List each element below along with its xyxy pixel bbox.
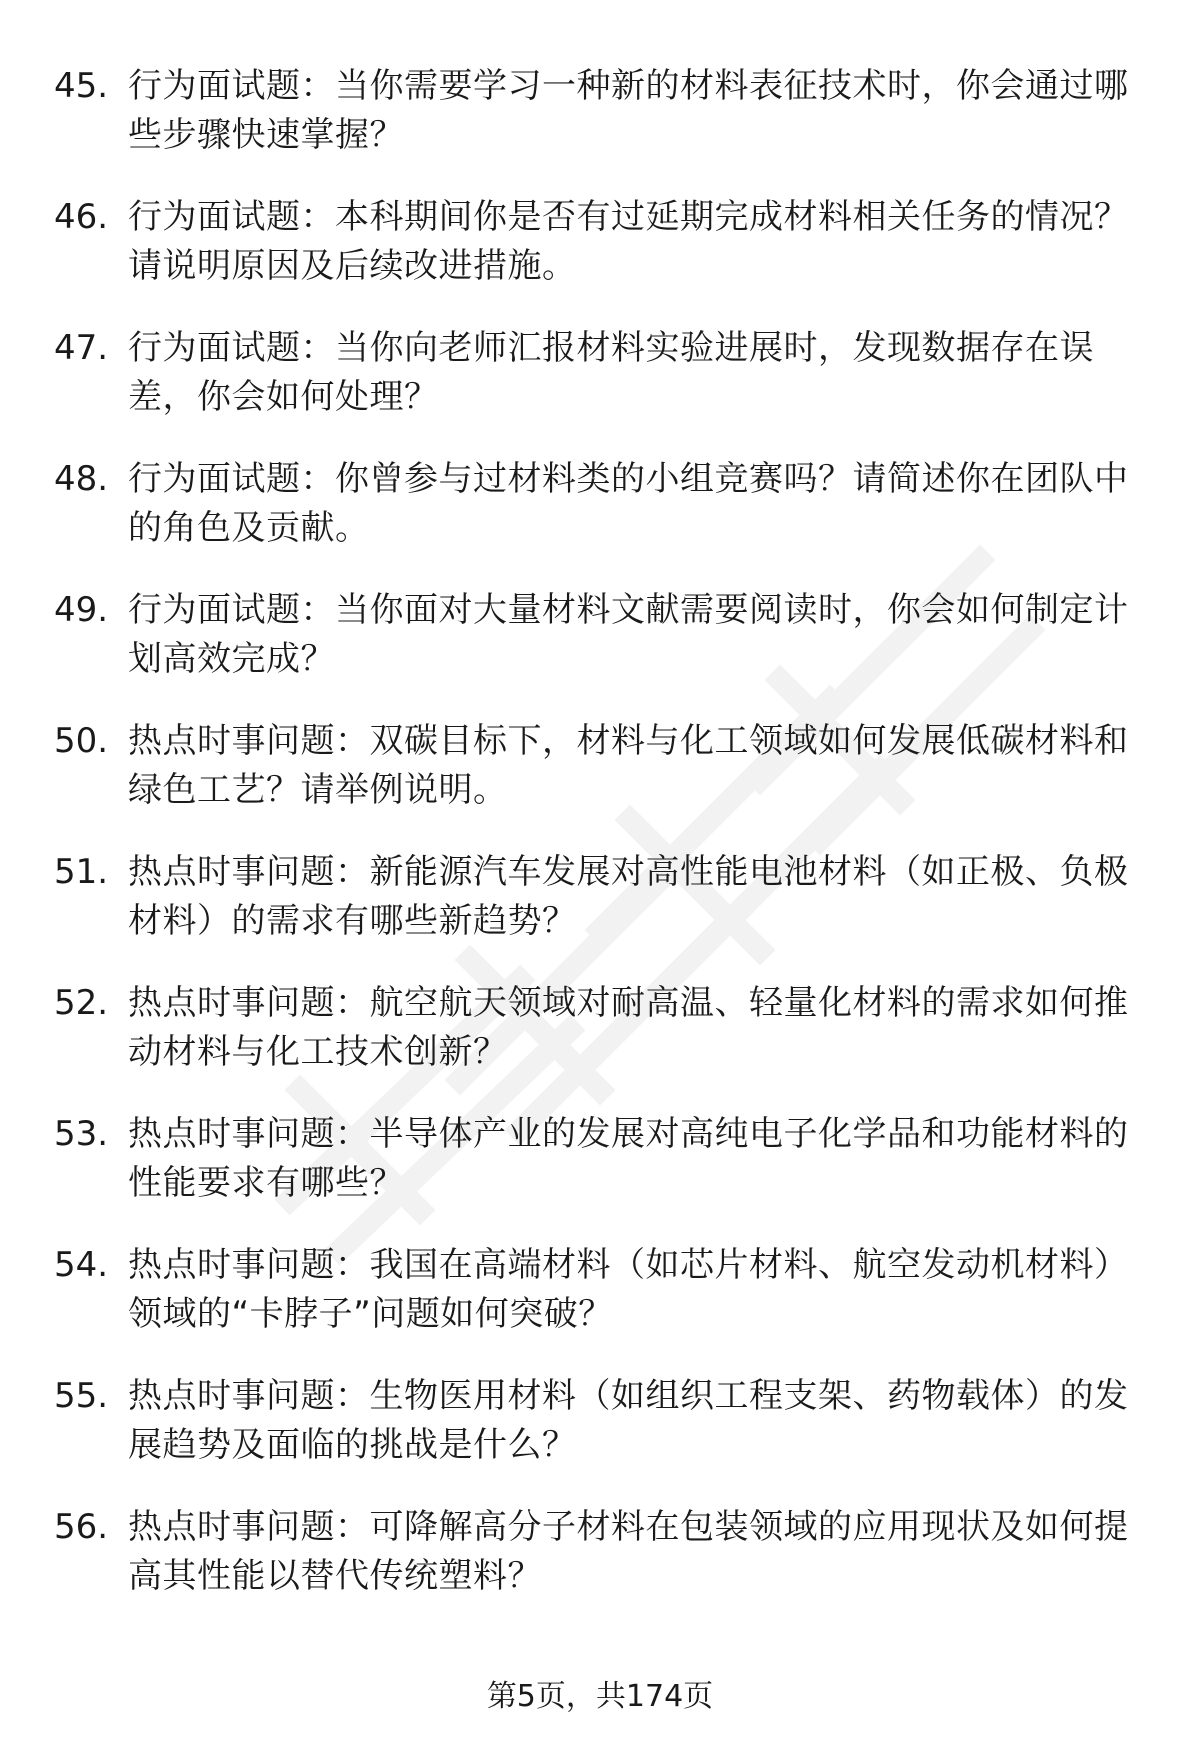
question-number: 55. xyxy=(54,1376,109,1416)
question-number: 50. xyxy=(54,721,109,761)
question-item xyxy=(0,1110,1200,1241)
question-text: 行为面试题：你曾参与过材料类的小组竞赛吗？请简述你在团队中的角色及贡献。 xyxy=(128,459,1129,548)
question-item xyxy=(0,979,1200,1110)
question-number: 52. xyxy=(54,983,109,1023)
question-text: 热点时事问题：可降解高分子材料在包装领域的应用现状及如何提高其性能以替代传统塑料？ xyxy=(128,1507,1129,1596)
question-number: 54. xyxy=(54,1245,109,1285)
question-text: 热点时事问题：半导体产业的发展对高纯电子化学品和功能材料的性能要求有哪些？ xyxy=(128,1114,1129,1203)
question-number: 46. xyxy=(54,197,109,237)
question-number: 56. xyxy=(54,1507,109,1547)
question-item xyxy=(0,1241,1200,1372)
question-text: 行为面试题：本科期间你是否有过延期完成材料相关任务的情况？请说明原因及后续改进措施。 xyxy=(128,197,1129,286)
question-text: 行为面试题：当你向老师汇报材料实验进展时，发现数据存在误差，你会如何处理？ xyxy=(128,328,1094,417)
question-text: 行为面试题：当你面对大量材料文献需要阅读时，你会如何制定计划高效完成？ xyxy=(128,590,1129,679)
question-item xyxy=(0,1503,1200,1634)
question-item xyxy=(0,455,1200,586)
question-number: 53. xyxy=(54,1114,109,1154)
question-item xyxy=(0,717,1200,848)
question-text: 热点时事问题：航空航天领域对耐高温、轻量化材料的需求如何推动材料与化工技术创新？ xyxy=(128,983,1129,1072)
question-text: 行为面试题：当你需要学习一种新的材料表征技术时，你会通过哪些步骤快速掌握？ xyxy=(128,66,1129,155)
question-number: 51. xyxy=(54,852,109,892)
question-number: 49. xyxy=(54,590,109,630)
page-number-footer: 第5页，共174页 xyxy=(486,1679,714,1714)
question-number: 45. xyxy=(54,66,109,106)
question-text: 热点时事问题：双碳目标下，材料与化工领域如何发展低碳材料和绿色工艺？请举例说明。 xyxy=(128,721,1129,810)
question-item xyxy=(0,62,1200,193)
question-list xyxy=(0,62,1200,1634)
question-number: 47. xyxy=(54,328,109,368)
question-text: 热点时事问题：生物医用材料（如组织工程支架、药物载体）的发展趋势及面临的挑战是什么？ xyxy=(128,1376,1129,1465)
question-item xyxy=(0,586,1200,717)
question-item xyxy=(0,324,1200,455)
question-number: 48. xyxy=(54,459,109,499)
question-text: 热点时事问题：新能源汽车发展对高性能电池材料（如正极、负极材料）的需求有哪些新趋势？ xyxy=(128,852,1129,941)
question-item xyxy=(0,193,1200,324)
question-item xyxy=(0,848,1200,979)
question-text: 热点时事问题：我国在高端材料（如芯片材料、航空发动机材料）领域的“卡脖子”问题如何突破？ xyxy=(128,1245,1129,1334)
question-item xyxy=(0,1372,1200,1503)
